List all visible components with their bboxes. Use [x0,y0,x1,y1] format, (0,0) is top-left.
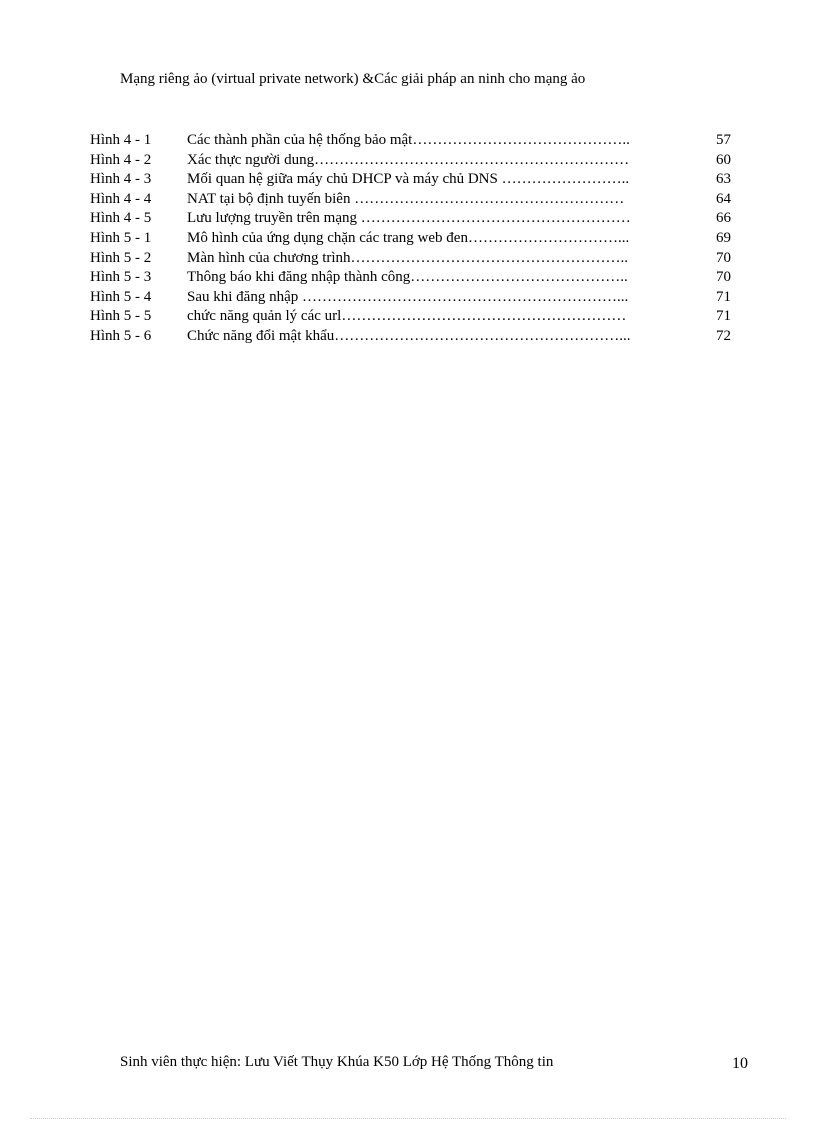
page-number: 10 [732,1055,748,1072]
figure-title: Sau khi đăng nhập ………………………………………………………... [187,288,629,305]
figure-page: 57 [716,132,731,148]
figure-page: 69 [716,229,731,246]
toc-row[interactable] [90,131,740,151]
figure-page: 70 [716,249,731,266]
figure-label: Hình 5 - 5 [90,308,152,325]
page-bottom-divider [30,1118,786,1119]
page-header: Mạng riêng ảo (virtual private network) &Các giải pháp an ninh cho mạng ảo [120,71,586,87]
figure-page: 72 [716,327,731,344]
figure-title: Xác thực người dung……………………………………………………… [187,151,630,168]
toc-row[interactable] [90,190,740,210]
toc-row[interactable] [90,249,740,269]
figure-title: Màn hình của chương trình……………………………………………….. [187,249,629,266]
toc-row[interactable] [90,151,740,171]
figure-title: NAT tại bộ định tuyến biên ……………………………………………… [187,190,625,207]
figure-label: Hình 5 - 6 [90,327,152,344]
figure-page: 60 [716,151,731,168]
figure-title: Mối quan hệ giữa máy chủ DHCP và máy chủ DNS …………………….. [187,171,630,188]
figure-page: 71 [716,288,731,305]
figure-title: Mô hình của ứng dụng chặn các trang web đen…………………………... [187,229,630,246]
page-footer: Sinh viên thực hiện: Lưu Viết Thụy Khúa K50 Lớp Hệ Thống Thông tin [120,1054,554,1070]
toc-row[interactable] [90,307,740,327]
figure-label: Hình 4 - 1 [90,132,152,148]
list-of-figures [90,131,740,347]
figure-label: Hình 5 - 2 [90,249,152,266]
figure-page: 71 [716,308,731,325]
toc-row[interactable] [90,229,740,249]
figure-title: Các thành phần của hệ thống bảo mật…………………………………….. [187,132,630,148]
figure-label: Hình 4 - 5 [90,210,152,227]
figure-page: 64 [716,190,731,207]
figure-title: Thông báo khi đăng nhập thành công…………………………………….. [187,269,628,286]
figure-label: Hình 5 - 3 [90,269,152,286]
figure-label: Hình 4 - 4 [90,190,152,207]
toc-row[interactable] [90,268,740,288]
figure-label: Hình 4 - 2 [90,151,152,168]
figure-title: chức năng quản lý các url………………………………………………… [187,308,627,325]
toc-row[interactable] [90,209,740,229]
figure-title: Chức năng đổi mật khẩu…………………………………………………... [187,327,631,344]
figure-title: Lưu lượng truyền trên mạng ……………………………………………… [187,210,631,227]
figure-label: Hình 5 - 1 [90,229,152,246]
toc-row[interactable] [90,170,740,190]
toc-row[interactable] [90,288,740,308]
figure-page: 63 [716,171,731,188]
toc-row[interactable] [90,327,740,347]
figure-label: Hình 4 - 3 [90,171,152,188]
figure-label: Hình 5 - 4 [90,288,152,305]
figure-page: 70 [716,269,731,286]
figure-page: 66 [716,210,731,227]
